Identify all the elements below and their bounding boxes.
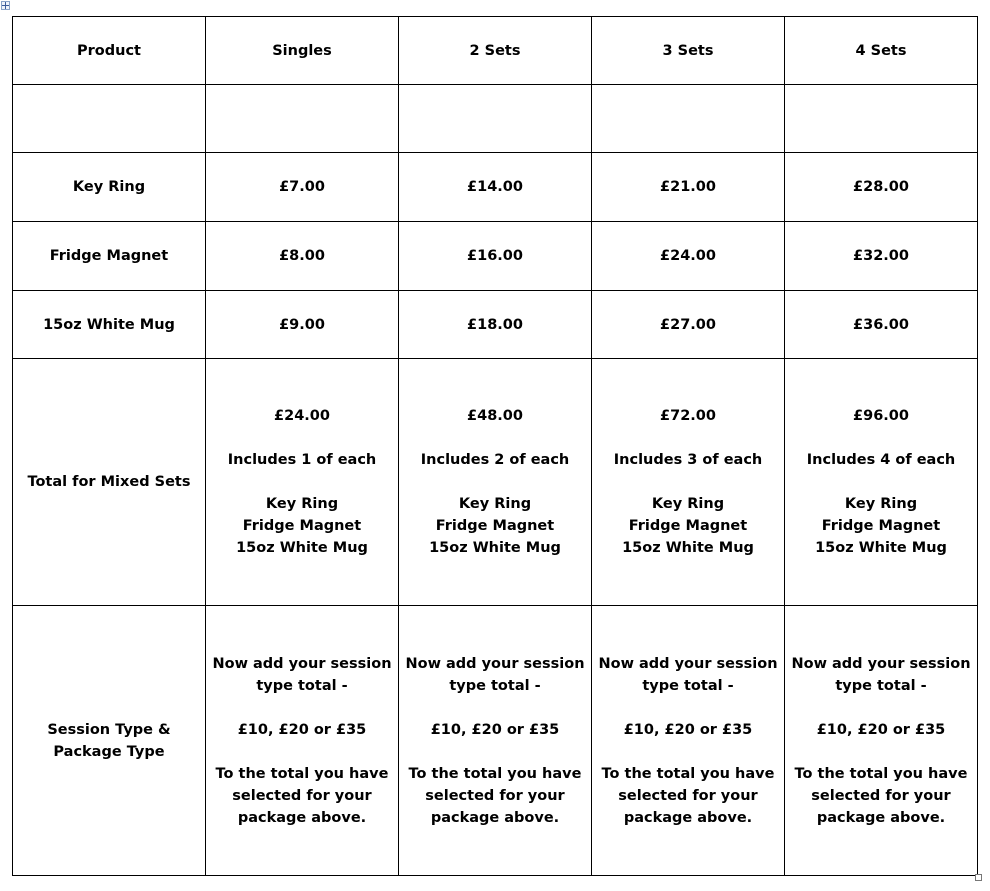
price-cell: £28.00 (785, 153, 978, 222)
session-intro: type total - (449, 677, 541, 694)
session-amounts: £10, £20 or £35 (237, 721, 367, 738)
header-singles: Singles (206, 17, 399, 85)
mixed-item: Key Ring (844, 496, 918, 512)
session-outro: To the total you have (794, 765, 968, 782)
mixed-set-cell (206, 359, 399, 606)
session-outro: package above. (816, 809, 946, 826)
mixed-includes: Includes 2 of each (420, 452, 570, 468)
mixed-item: Fridge Magnet (628, 518, 748, 534)
mixed-includes: Includes 4 of each (806, 452, 956, 468)
session-outro: selected for your (618, 787, 758, 804)
product-name: 15oz White Mug (13, 291, 206, 359)
empty-cell (13, 85, 206, 153)
header-3-sets: 3 Sets (592, 17, 785, 85)
empty-cell (399, 85, 592, 153)
empty-cell (206, 85, 399, 153)
mixed-item: 15oz White Mug (622, 540, 754, 556)
session-outro: selected for your (811, 787, 951, 804)
mixed-total: £96.00 (853, 408, 909, 424)
session-outro: package above. (237, 809, 367, 826)
price-cell: £27.00 (592, 291, 785, 359)
session-intro: Now add your session (212, 655, 392, 672)
header-product: Product (13, 17, 206, 85)
session-cell (206, 606, 399, 876)
session-intro: type total - (256, 677, 348, 694)
session-type-row (13, 606, 978, 876)
empty-cell (592, 85, 785, 153)
session-label-line: Session Type & (47, 721, 171, 738)
mixed-includes: Includes 3 of each (613, 452, 763, 468)
session-intro: Now add your session (791, 655, 971, 672)
session-amounts: £10, £20 or £35 (623, 721, 753, 738)
session-outro: selected for your (425, 787, 565, 804)
session-label-line: Package Type (53, 743, 165, 760)
table-row (13, 222, 978, 291)
mixed-sets-row (13, 359, 978, 606)
price-cell: £16.00 (399, 222, 592, 291)
session-cell (592, 606, 785, 876)
price-cell: £9.00 (206, 291, 399, 359)
session-outro: package above. (623, 809, 753, 826)
mixed-item: Fridge Magnet (821, 518, 941, 534)
price-table (12, 16, 978, 876)
mixed-set-cell (785, 359, 978, 606)
session-type-label (13, 606, 206, 876)
session-amounts: £10, £20 or £35 (816, 721, 946, 738)
empty-cell (785, 85, 978, 153)
session-amounts: £10, £20 or £35 (430, 721, 560, 738)
price-cell: £8.00 (206, 222, 399, 291)
mixed-includes: Includes 1 of each (227, 452, 377, 468)
product-name: Fridge Magnet (13, 222, 206, 291)
mixed-item: Key Ring (265, 496, 339, 512)
session-outro: package above. (430, 809, 560, 826)
header-row (13, 17, 978, 85)
mixed-item: Key Ring (458, 496, 532, 512)
mixed-item: Fridge Magnet (435, 518, 555, 534)
mixed-set-cell (592, 359, 785, 606)
session-intro: Now add your session (598, 655, 778, 672)
mixed-item: 15oz White Mug (815, 540, 947, 556)
mixed-item: Key Ring (651, 496, 725, 512)
mixed-total: £24.00 (274, 408, 330, 424)
mixed-set-cell (399, 359, 592, 606)
table-row (13, 291, 978, 359)
session-intro: type total - (642, 677, 734, 694)
price-cell: £24.00 (592, 222, 785, 291)
session-intro: type total - (835, 677, 927, 694)
session-cell (399, 606, 592, 876)
price-cell: £32.00 (785, 222, 978, 291)
mixed-item: 15oz White Mug (429, 540, 561, 556)
mixed-item: 15oz White Mug (236, 540, 368, 556)
empty-row (13, 85, 978, 153)
session-outro: selected for your (232, 787, 372, 804)
mixed-sets-label: Total for Mixed Sets (13, 359, 206, 606)
mixed-total: £48.00 (467, 408, 523, 424)
session-intro: Now add your session (405, 655, 585, 672)
session-outro: To the total you have (215, 765, 389, 782)
session-cell (785, 606, 978, 876)
price-cell: £18.00 (399, 291, 592, 359)
table-resize-handle[interactable] (975, 874, 982, 881)
header-4-sets: 4 Sets (785, 17, 978, 85)
price-cell: £14.00 (399, 153, 592, 222)
product-name: Key Ring (13, 153, 206, 222)
header-2-sets: 2 Sets (399, 17, 592, 85)
price-cell: £7.00 (206, 153, 399, 222)
move-arrows-icon (2, 2, 9, 9)
session-outro: To the total you have (601, 765, 775, 782)
table-move-handle[interactable] (1, 1, 10, 10)
price-cell: £21.00 (592, 153, 785, 222)
price-cell: £36.00 (785, 291, 978, 359)
mixed-item: Fridge Magnet (242, 518, 362, 534)
table-row (13, 153, 978, 222)
mixed-total: £72.00 (660, 408, 716, 424)
session-outro: To the total you have (408, 765, 582, 782)
